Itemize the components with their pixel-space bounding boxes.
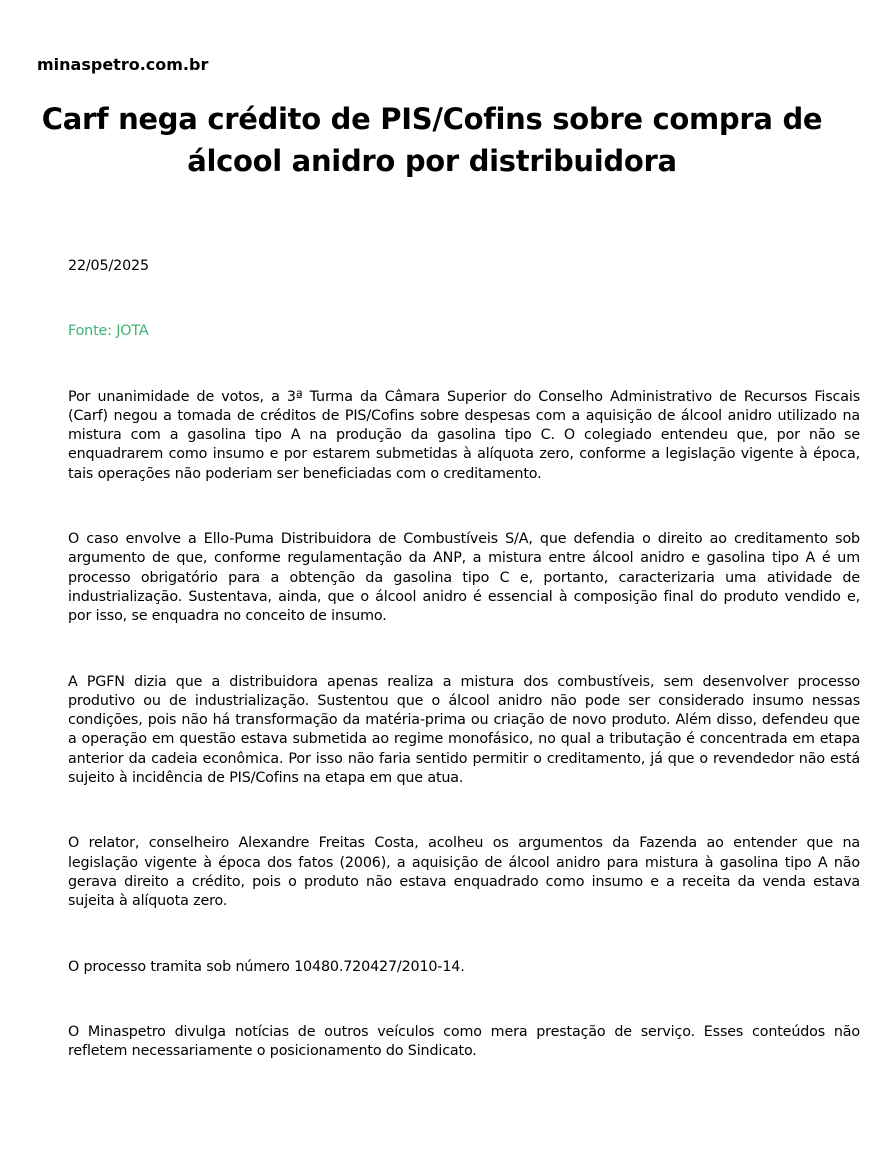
article-paragraph: Por unanimidade de votos, a 3ª Turma da Câmara Superior do Conselho Administrativo de Recursos Fiscais (Carf) negou a tomada de créditos de PIS/Cofins sobre despesas com a aquisição de álcool anidro utilizado na mistura com a gasolina tipo A na produção da gasolina tipo C. O colegiado entendeu que, por não se enquadrarem como insumo e por estarem submetidas à alíquota zero, conforme a legislação vigente à época, tais operações não poderiam ser beneficiadas com o creditamento. bbox=[68, 388, 860, 482]
article-body bbox=[68, 257, 860, 1107]
article-paragraph: O processo tramita sob número 10480.720427/2010-14. bbox=[68, 958, 465, 975]
article-paragraph: O relator, conselheiro Alexandre Freitas Costa, acolheu os argumentos da Fazenda ao entender que na legislação vigente à época dos fatos (2006), a aquisição de álcool anidro para mistura à gasolina tipo A não gerava direito a crédito, pois o produto não estava enquadrado como insumo e a receita da venda estava sujeita à alíquota zero. bbox=[68, 835, 860, 910]
article-title: Carf nega crédito de PIS/Cofins sobre compra de álcool anidro por distribuidora bbox=[41, 102, 823, 178]
disclaimer-paragraph: O Minaspetro divulga notícias de outros veículos como mera prestação de serviço. Esses conteúdos não refletem necessariamente o posicionamento do Sindicato. bbox=[68, 1023, 860, 1060]
article-paragraph: O caso envolve a Ello-Puma Distribuidora de Combustíveis S/A, que defendia o direito ao creditamento sob argumento de que, conforme regulamentação da ANP, a mistura entre álcool anidro e gasolina tipo A é um processo obrigatório para a obtenção da gasolina tipo C e, portanto, caracterizaria uma atividade de industrialização. Sustentava, ainda, que o álcool anidro é essencial à composição final do produto vendido e, por isso, se enquadra no conceito de insumo. bbox=[68, 531, 860, 625]
article-paragraph: A PGFN dizia que a distribuidora apenas realiza a mistura dos combustíveis, sem desenvolver processo produtivo ou de industrialização. Sustentou que o álcool anidro não pode ser considerado insumo nessas condições, pois não há transformação da matéria-prima ou criação de novo produto. Além disso, defendeu que a operação em questão estava submetida ao regime monofásico, no qual a tributação é concentrada em etapa anterior da cadeia econômica. Por isso não faria sentido permitir o creditamento, já que o revendedor não está sujeito à incidência de PIS/Cofins na etapa em que atua. bbox=[68, 673, 860, 787]
article-date: 22/05/2025 bbox=[68, 258, 149, 274]
site-name: minaspetro.com.br bbox=[37, 55, 209, 74]
article-source: Fonte: JOTA bbox=[68, 323, 149, 340]
